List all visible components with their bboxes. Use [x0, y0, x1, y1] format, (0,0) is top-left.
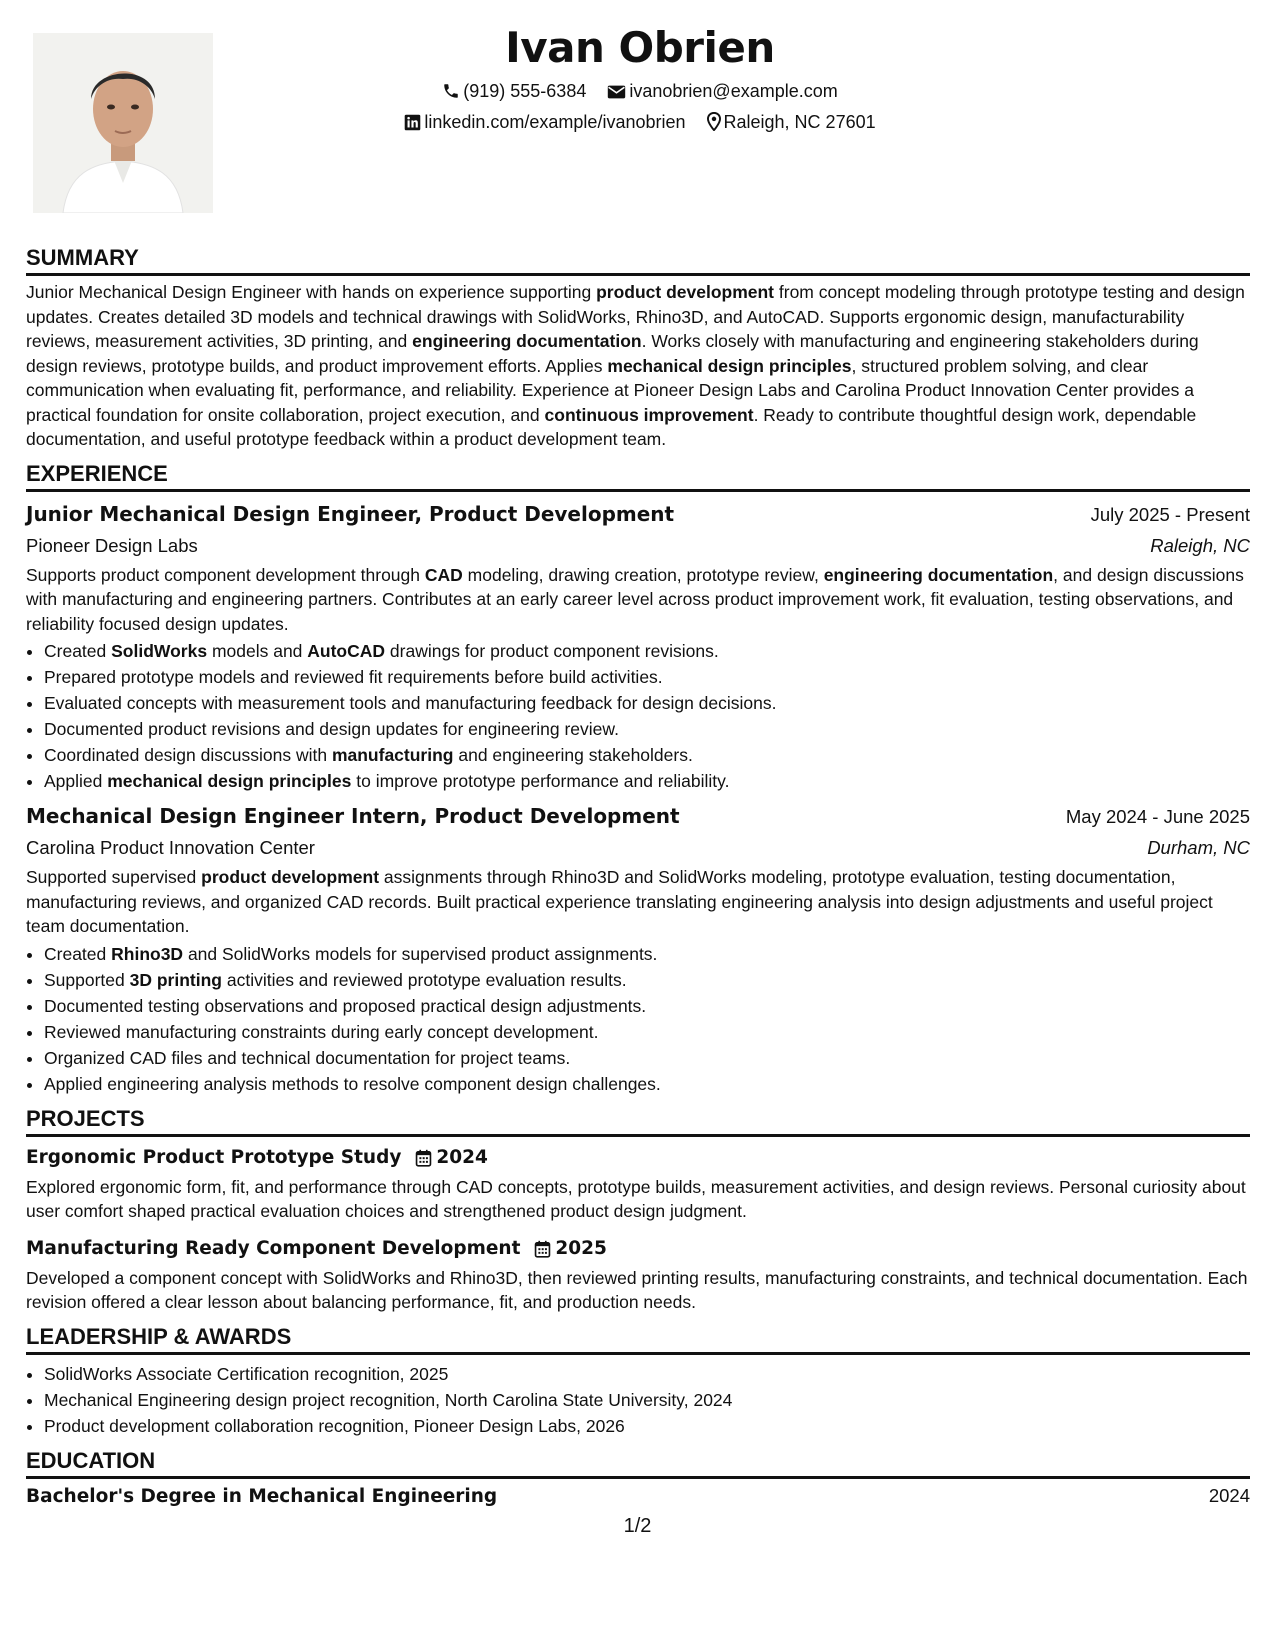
summary-heading: SUMMARY — [26, 244, 1250, 276]
project-year: 2024 — [436, 1147, 488, 1168]
job-bullet: • Organized CAD files and technical documentation for project teams. — [44, 1045, 1250, 1071]
job-bullet: • Documented testing observations and proposed practical design adjustments. — [44, 993, 1250, 1019]
summary-section — [26, 244, 1250, 452]
job-location: Durham, NC — [1147, 837, 1250, 858]
education-section — [26, 1447, 1250, 1507]
job-bullet: • Coordinated design discussions with manufacturing and engineering stakeholders. — [44, 742, 1250, 768]
email-text: ivanobrien@example.com — [629, 81, 838, 101]
job-description: Supported supervised product development assignments through Rhino3D and SolidWorks modeling, prototype evaluation, testing documentation, manufacturing reviews, and organized CAD records. Built practical experience translating engineering analysis into design adjustments and useful project team documentation. — [26, 867, 1213, 936]
map-pin-icon — [707, 112, 721, 131]
envelope-icon — [607, 84, 626, 100]
job-title: Mechanical Design Engineer Intern, Product Development — [26, 804, 680, 828]
candidate-name: Ivan Obrien — [505, 23, 775, 72]
job-company: Pioneer Design Labs — [26, 534, 198, 556]
phone-icon — [442, 82, 460, 100]
job-entry — [26, 500, 1250, 795]
contact-line-1 — [300, 76, 980, 107]
job-entry — [26, 802, 1250, 1097]
contact-phone — [442, 76, 586, 107]
contact-location — [707, 107, 876, 138]
job-bullets — [26, 638, 1250, 794]
job-location: Raleigh, NC — [1150, 534, 1250, 556]
calendar-icon — [415, 1149, 432, 1167]
job-dates: July 2025 - Present — [1090, 503, 1250, 525]
job-bullet: • Applied mechanical design principles to improve prototype performance and reliability. — [44, 768, 1250, 794]
project-title: Ergonomic Product Prototype Study — [26, 1146, 402, 1168]
page-number: 1/2 — [623, 1515, 652, 1537]
job-bullets — [26, 941, 1250, 1097]
awards-heading: LEADERSHIP & AWARDS — [26, 1323, 1250, 1355]
resume-body — [26, 244, 1250, 1515]
contact-linkedin — [404, 107, 685, 138]
linkedin-icon — [404, 114, 421, 131]
project-description: Developed a component concept with SolidWorks and Rhino3D, then reviewed printing results, manufacturing constraints, and technical documentation. Each revision offered a clear lesson about balancing performance, fit, and production needs. — [26, 1267, 1248, 1312]
experience-heading: EXPERIENCE — [26, 460, 1250, 492]
award-item: • SolidWorks Associate Certification recognition, 2025 — [44, 1361, 1250, 1387]
awards-section — [26, 1323, 1250, 1439]
project-title: Manufacturing Ready Component Development — [26, 1237, 521, 1259]
experience-section — [26, 460, 1250, 1097]
job-bullet: • Supported 3D printing activities and reviewed prototype evaluation results. — [44, 967, 1250, 993]
job-title: Junior Mechanical Design Engineer, Product Development — [26, 501, 675, 526]
job-bullet: • Created SolidWorks models and AutoCAD drawings for product component revisions. — [44, 638, 1250, 664]
contact-line-2 — [300, 107, 980, 138]
education-degree: Bachelor's Degree in Mechanical Engineering — [26, 1485, 498, 1507]
summary-text: Junior Mechanical Design Engineer with hands on experience supporting product development from concept modeling through prototype testing and design updates. Creates detailed 3D models and technical drawings with SolidWorks, Rhino3D, and AutoCAD. Supports ergonomic design, manufacturability reviews, measurement activities, 3D printing, and engineering documentation. Works closely with manufacturing and engineering stakeholders during design reviews, prototype builds, and product improvement efforts. Applies mechanical design principles, structured problem solving, and clear communication when evaluating fit, performance, and reliability. Experience at Pioneer Design Labs and Carolina Product Innovation Center provides a practical foundation for onsite collaboration, project execution, and continuous improvement. Ready to contribute thoughtful design work, dependable documentation, and useful prototype feedback within a product development team. — [26, 282, 1245, 449]
portrait-image — [33, 33, 213, 213]
project-year: 2025 — [555, 1238, 607, 1259]
job-bullet: • Evaluated concepts with measurement tools and manufacturing feedback for design decisions. — [44, 690, 1250, 716]
award-item: • Mechanical Engineering design project recognition, North Carolina State University, 2024 — [44, 1387, 1250, 1413]
job-bullet: • Applied engineering analysis methods to resolve component design challenges. — [44, 1071, 1250, 1097]
job-bullet: • Documented product revisions and design updates for engineering review. — [44, 716, 1250, 742]
project-entry — [26, 1236, 1250, 1315]
job-description: Supports product component development through CAD modeling, drawing creation, prototype review, engineering documentation, and design discussions with manufacturing and engineering partners. Contributes at an early career level across product improvement work, fit evaluation, testing observations, and reliability focused design updates. — [26, 564, 1244, 634]
project-description: Explored ergonomic form, fit, and performance through CAD concepts, prototype builds, measurement activities, and design reviews. Personal curiosity about user comfort shaped practical evaluation choices and strengthened product design judgment. — [26, 1176, 1246, 1221]
job-bullet: • Created Rhino3D and SolidWorks models for supervised product assignments. — [44, 941, 1250, 967]
projects-heading: PROJECTS — [26, 1105, 1250, 1137]
project-entry — [26, 1145, 1250, 1224]
resume-header — [300, 20, 980, 138]
job-company: Carolina Product Innovation Center — [26, 837, 315, 858]
projects-section — [26, 1105, 1250, 1315]
contact-email — [607, 76, 837, 107]
award-item: • Product development collaboration recognition, Pioneer Design Labs, 2026 — [44, 1413, 1250, 1439]
education-heading: EDUCATION — [26, 1447, 1250, 1479]
linkedin-text: linkedin.com/example/ivanobrien — [424, 112, 686, 132]
education-year: 2024 — [1208, 1484, 1250, 1506]
job-bullet: • Prepared prototype models and reviewed fit requirements before build activities. — [44, 664, 1250, 690]
location-text: Raleigh, NC 27601 — [723, 112, 876, 132]
phone-text: (919) 555-6384 — [463, 81, 587, 101]
awards-list — [26, 1361, 1250, 1439]
job-bullet: • Reviewed manufacturing constraints during early concept development. — [44, 1019, 1250, 1045]
profile-photo — [33, 33, 213, 213]
job-dates: May 2024 - June 2025 — [1065, 806, 1250, 827]
calendar-icon — [534, 1240, 551, 1258]
